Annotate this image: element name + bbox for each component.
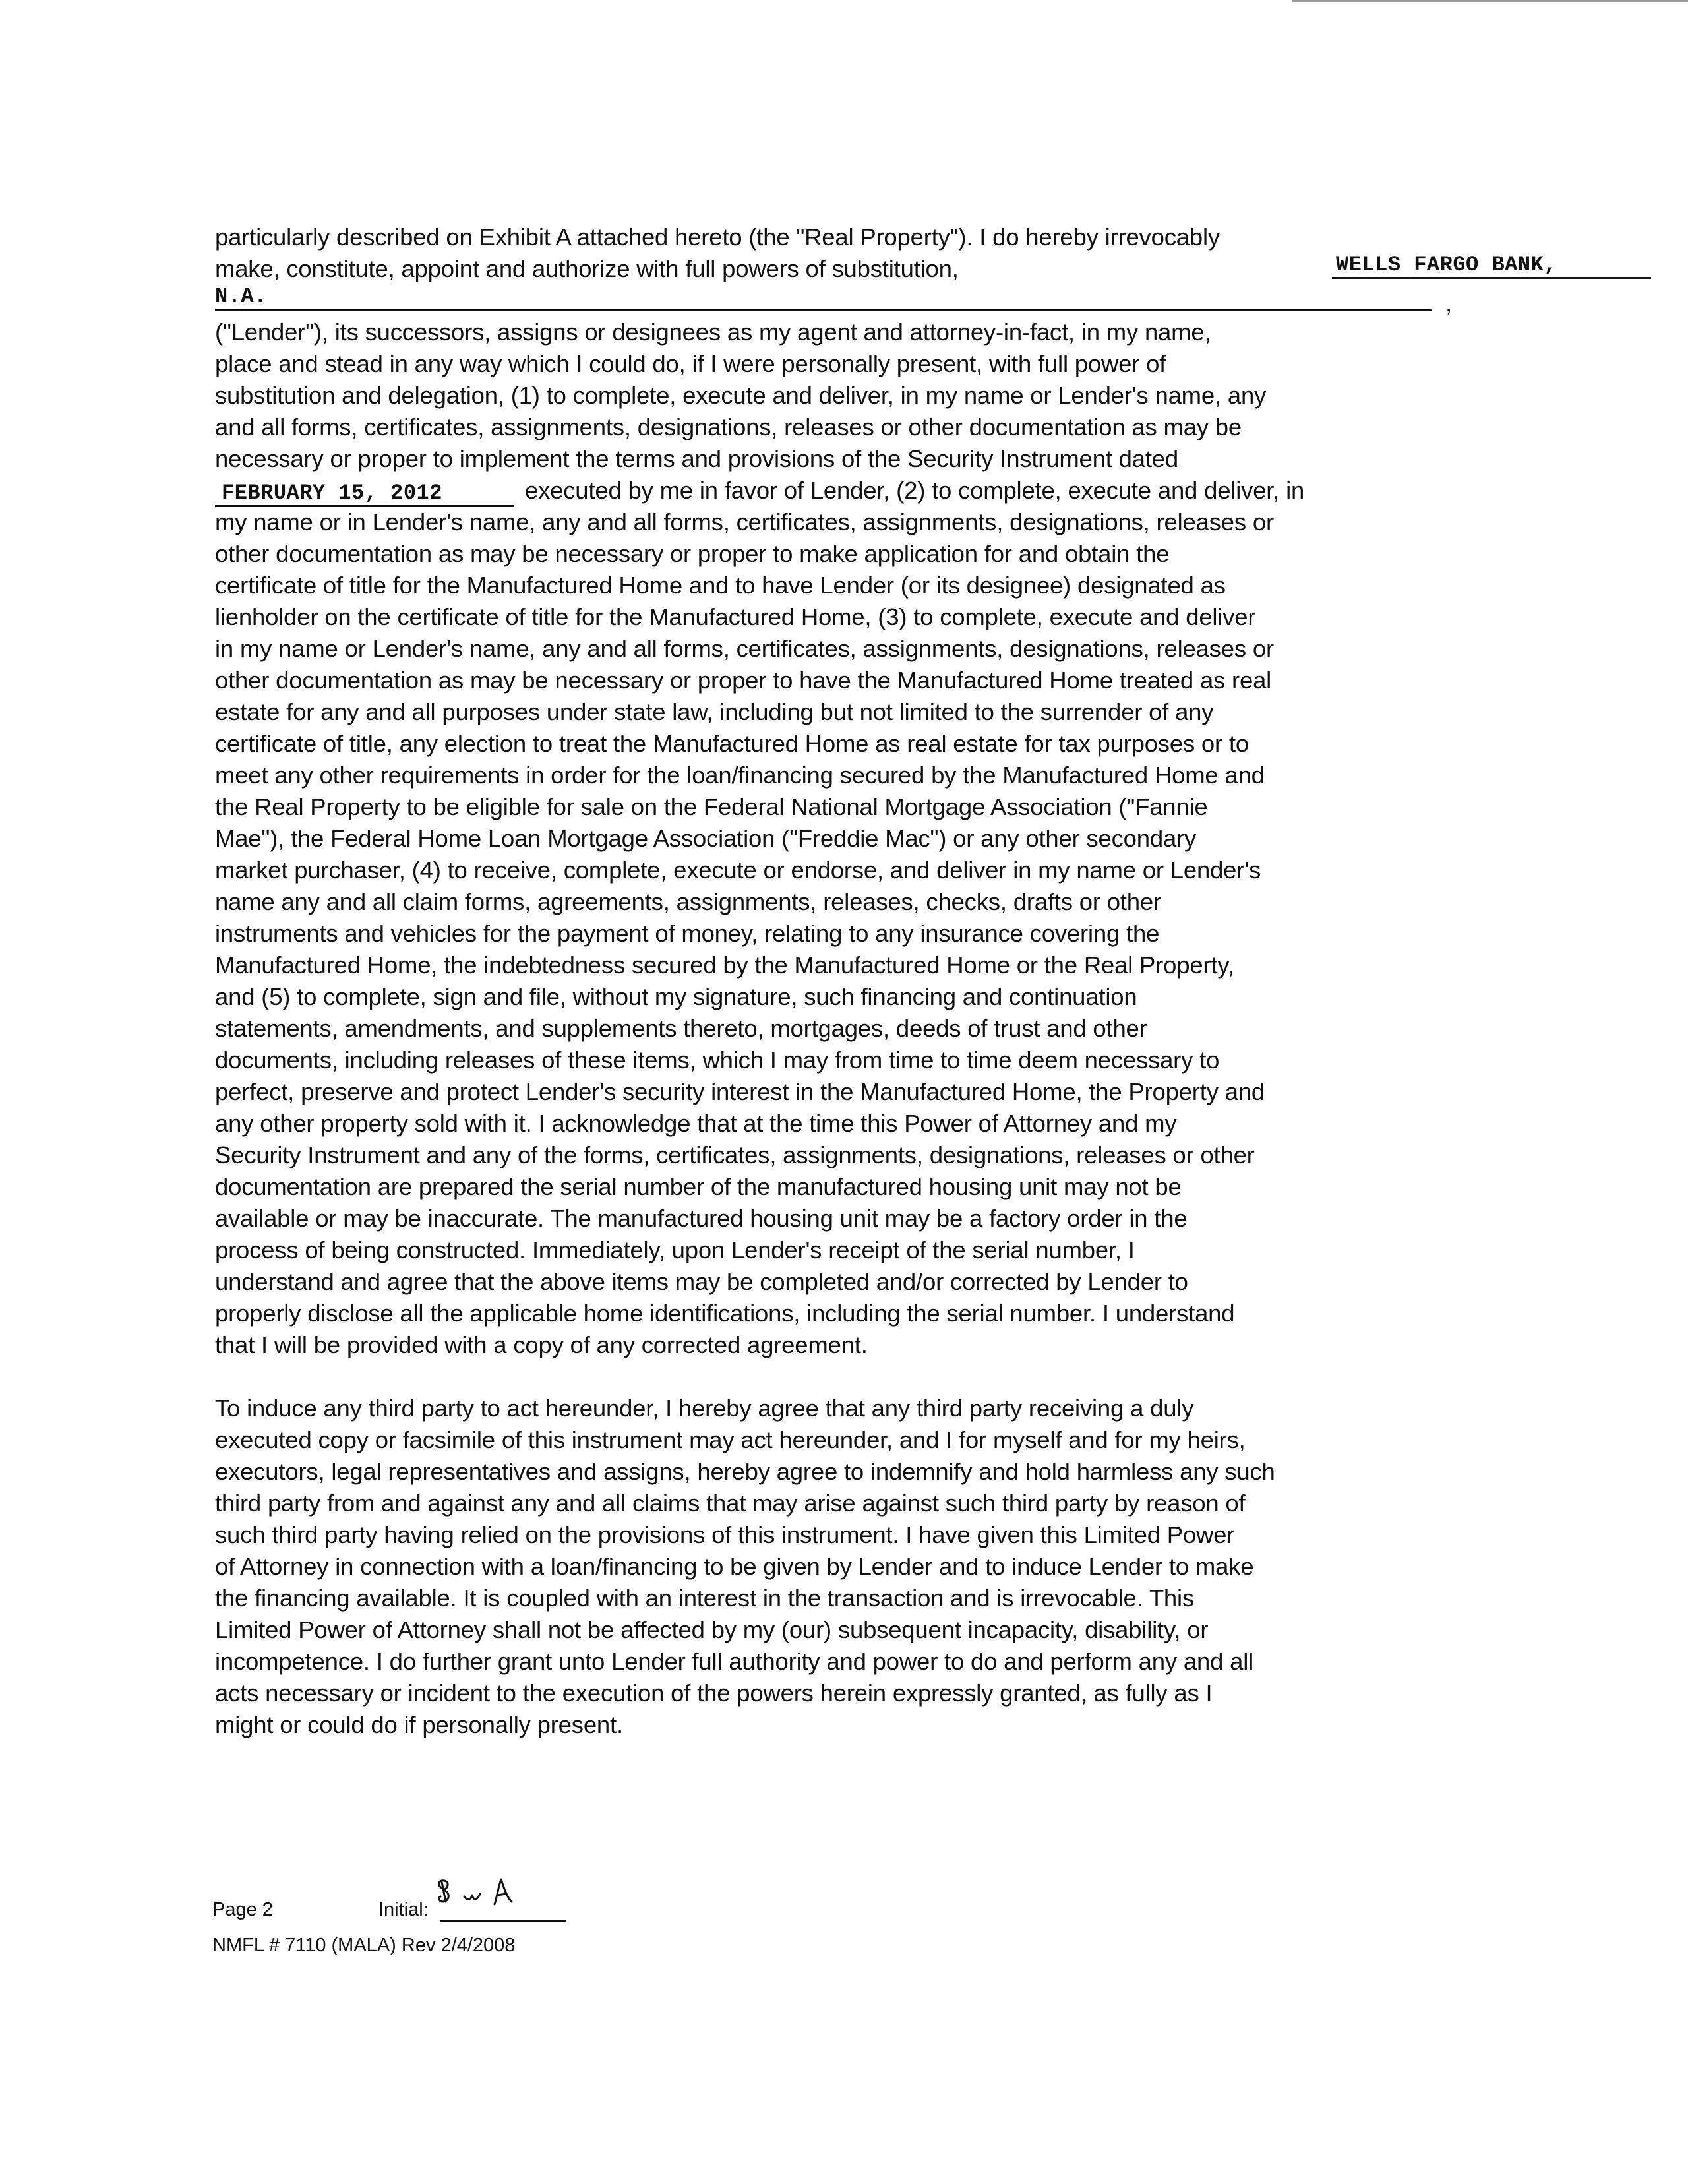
text-line: name any and all claim forms, agreements, assignments, releases, checks, drafts or other bbox=[215, 888, 1161, 915]
text-line: perfect, preserve and protect Lender's security interest in the Manufactured Home, the Property and bbox=[215, 1078, 1265, 1105]
text-line: To induce any third party to act hereunder, I hereby agree that any third party receiving a duly bbox=[215, 1395, 1194, 1422]
text-line: documentation are prepared the serial number of the manufactured housing unit may not be bbox=[215, 1173, 1182, 1200]
form-number: NMFL # 7110 (MALA) Rev 2/4/2008 bbox=[212, 1935, 516, 1956]
text-line: Mae"), the Federal Home Loan Mortgage Association ("Freddie Mac") or any other secondary bbox=[215, 825, 1197, 852]
initial-signature-line bbox=[440, 1920, 566, 1922]
text-line: third party from and against any and all claims that may arise against such third party by reason of bbox=[215, 1490, 1246, 1517]
text-line: and all forms, certificates, assignments, designations, releases or other documentation as may be bbox=[215, 413, 1242, 440]
text-line: available or may be inaccurate. The manufactured housing unit may be a factory order in the bbox=[215, 1205, 1188, 1232]
paragraph-spacer bbox=[215, 1361, 1507, 1393]
text-line: place and stead in any way which I could do, if I were personally present, with full power of bbox=[215, 350, 1166, 377]
text-line: market purchaser, (4) to receive, complete, execute or endorse, and deliver in my name or Lender's bbox=[215, 857, 1261, 884]
text-line: other documentation as may be necessary or proper to have the Manufactured Home treated as real bbox=[215, 667, 1272, 694]
security-instrument-date-field: FEBRUARY 15, 2012 bbox=[215, 481, 514, 507]
text-line: meet any other requirements in order for the loan/financing secured by the Manufactured Home and bbox=[215, 762, 1265, 789]
text-line: certificate of title for the Manufactured Home and to have Lender (or its designee) designated as bbox=[215, 572, 1226, 599]
paragraph-2 bbox=[215, 1393, 1507, 1741]
date-line bbox=[215, 475, 1507, 506]
text-line: and (5) to complete, sign and file, without my signature, such financing and continuation bbox=[215, 983, 1137, 1010]
text-line: Limited Power of Attorney shall not be affected by my (our) subsequent incapacity, disability, or bbox=[215, 1616, 1209, 1643]
text-line: executed by me in favor of Lender, (2) to complete, execute and deliver, in bbox=[525, 477, 1305, 504]
text-line: the Real Property to be eligible for sale on the Federal National Mortgage Association ("Fannie bbox=[215, 793, 1208, 820]
text-line: the financing available. It is coupled with an interest in the transaction and is irrevocable. This bbox=[215, 1585, 1194, 1612]
text-line: instruments and vehicles for the payment of money, relating to any insurance covering the bbox=[215, 920, 1160, 947]
lender-comma: , bbox=[1445, 289, 1452, 317]
text-line: my name or in Lender's name, any and all forms, certificates, assignments, designations, releases or bbox=[215, 508, 1274, 535]
text-line: estate for any and all purposes under state law, including but not limited to the surrender of any bbox=[215, 698, 1214, 725]
page-number: Page 2 bbox=[212, 1899, 273, 1920]
text-line: understand and agree that the above items may be completed and/or corrected by Lender to bbox=[215, 1268, 1188, 1295]
text-line: process of being constructed. Immediately, upon Lender's receipt of the serial number, I bbox=[215, 1236, 1135, 1263]
text-line: incompetence. I do further grant unto Lender full authority and power to do and perform any and all bbox=[215, 1648, 1254, 1675]
text-line: substitution and delegation, (1) to complete, execute and deliver, in my name or Lender's name, any bbox=[215, 382, 1267, 409]
text-line: executed copy or facsimile of this instrument may act hereunder, and I for myself and for my heirs, bbox=[215, 1426, 1246, 1453]
text-line: other documentation as may be necessary or proper to make application for and obtain the bbox=[215, 540, 1170, 567]
text-line: any other property sold with it. I acknowledge that at the time this Power of Attorney and my bbox=[215, 1110, 1177, 1137]
text-line: properly disclose all the applicable home identifications, including the serial number. I understand bbox=[215, 1300, 1235, 1327]
handwritten-initials-signature bbox=[434, 1874, 533, 1920]
text-line: such third party having relied on the provisions of this instrument. I have given this Limited Power bbox=[215, 1521, 1235, 1548]
text-line: of Attorney in connection with a loan/financing to be given by Lender and to induce Lender to make bbox=[215, 1553, 1254, 1580]
text-line: executors, legal representatives and assigns, hereby agree to indemnify and hold harmless any such bbox=[215, 1458, 1275, 1485]
text-line: certificate of title, any election to treat the Manufactured Home as real estate for tax purposes or to bbox=[215, 730, 1249, 757]
text-line: particularly described on Exhibit A attached hereto (the "Real Property"). I do hereby irrevocably bbox=[215, 224, 1220, 251]
text-line: statements, amendments, and supplements thereto, mortgages, deeds of trust and other bbox=[215, 1015, 1147, 1042]
document-body bbox=[215, 222, 1557, 1741]
text-line: in my name or Lender's name, any and all forms, certificates, assignments, designations, releases or bbox=[215, 635, 1274, 662]
lender-continuation-line bbox=[215, 285, 1507, 317]
text-line: ("Lender"), its successors, assigns or designees as my agent and attorney-in-fact, in my name, bbox=[215, 318, 1211, 346]
initial-label: Initial: bbox=[378, 1899, 429, 1920]
text-line: that I will be provided with a copy of any corrected agreement. bbox=[215, 1331, 868, 1358]
text-line: Manufactured Home, the indebtedness secured by the Manufactured Home or the Real Property, bbox=[215, 952, 1234, 979]
text-line: might or could do if personally present. bbox=[215, 1711, 623, 1738]
text-line: lienholder on the certificate of title for the Manufactured Home, (3) to complete, execute and deliver bbox=[215, 603, 1256, 630]
text-line: documents, including releases of these items, which I may from time to time deem necessary to bbox=[215, 1046, 1220, 1074]
text-line: acts necessary or incident to the execution of the powers herein expressly granted, as fully as I bbox=[215, 1680, 1213, 1707]
scan-edge-line bbox=[1292, 0, 1688, 2]
text-line: necessary or proper to implement the terms and provisions of the Security Instrument dated bbox=[215, 445, 1178, 472]
text-line: make, constitute, appoint and authorize with full powers of substitution, bbox=[215, 255, 959, 282]
text-line: Security Instrument and any of the forms, certificates, assignments, designations, releases or other bbox=[215, 1141, 1255, 1168]
lender-name-field-continued: N.A. bbox=[215, 285, 1432, 311]
lender-line bbox=[215, 253, 1557, 285]
paragraph-1 bbox=[215, 222, 1557, 1361]
lender-name-field: WELLS FARGO BANK, bbox=[1332, 253, 1651, 279]
